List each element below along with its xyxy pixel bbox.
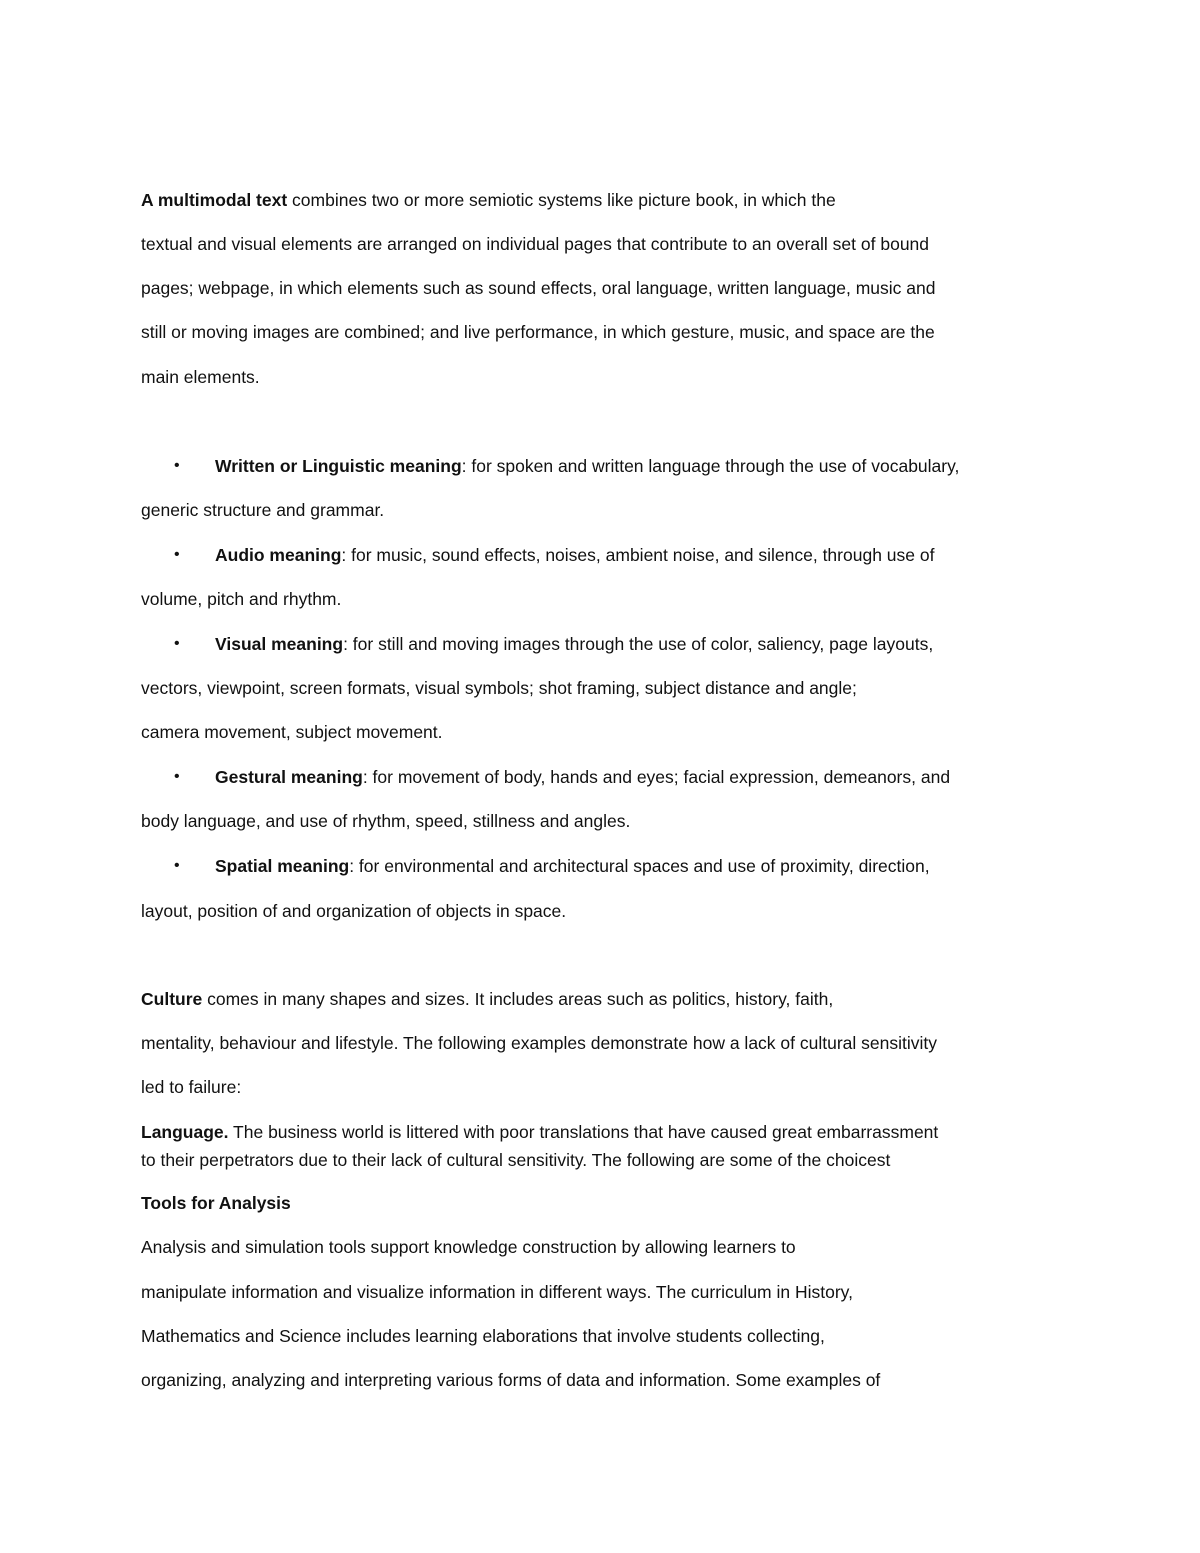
tools-heading: Tools for Analysis bbox=[141, 1193, 291, 1213]
meaning-spatial: Spatial meaning: for environmental and architectural spaces and use of proximity, direction, bbox=[215, 856, 930, 876]
bullet-icon: • bbox=[174, 546, 180, 563]
meaning-spatial-cont: layout, position of and organization of objects in space. bbox=[141, 901, 567, 921]
culture-line-3: led to failure: bbox=[141, 1077, 242, 1097]
intro-line-2: textual and visual elements are arranged on individual pages that contribute to an overall set of bound bbox=[141, 234, 930, 254]
intro-line-3: pages; webpage, in which elements such as sound effects, oral language, written language, music and bbox=[141, 278, 936, 298]
meaning-audio-cont: volume, pitch and rhythm. bbox=[141, 589, 342, 609]
culture-line-2: mentality, behaviour and lifestyle. The following examples demonstrate how a lack of cultural sensitivity bbox=[141, 1033, 937, 1053]
culture-term: Culture bbox=[141, 989, 203, 1009]
meaning-audio: Audio meaning: for music, sound effects, noises, ambient noise, and silence, through use of bbox=[215, 545, 935, 565]
intro-line-5: main elements. bbox=[141, 367, 260, 387]
tools-line-4: organizing, analyzing and interpreting various forms of data and information. Some examples of bbox=[141, 1370, 881, 1390]
bullet-icon: • bbox=[174, 635, 180, 652]
meaning-visual: Visual meaning: for still and moving images through the use of color, saliency, page layouts, bbox=[215, 634, 934, 654]
meaning-written: Written or Linguistic meaning: for spoken and written language through the use of vocabulary, bbox=[215, 456, 960, 476]
meaning-visual-cont-1: vectors, viewpoint, screen formats, visual symbols; shot framing, subject distance and angle; bbox=[141, 678, 857, 698]
language-line-2: to their perpetrators due to their lack of cultural sensitivity. The following are some of the choicest bbox=[141, 1150, 891, 1170]
culture-line-1: Culture comes in many shapes and sizes. It includes areas such as politics, history, faith, bbox=[141, 989, 834, 1009]
meaning-written-cont: generic structure and grammar. bbox=[141, 500, 385, 520]
meaning-gestural: Gestural meaning: for movement of body, hands and eyes; facial expression, demeanors, and bbox=[215, 767, 951, 787]
bullet-icon: • bbox=[174, 457, 180, 474]
intro-term: A multimodal text bbox=[141, 190, 288, 210]
tools-line-3: Mathematics and Science includes learning elaborations that involve students collecting, bbox=[141, 1326, 825, 1346]
bullet-icon: • bbox=[174, 857, 180, 874]
tools-line-2: manipulate information and visualize information in different ways. The curriculum in History, bbox=[141, 1282, 853, 1302]
intro-line-4: still or moving images are combined; and live performance, in which gesture, music, and space are the bbox=[141, 322, 935, 342]
intro-line-1: A multimodal text combines two or more semiotic systems like picture book, in which the bbox=[141, 190, 836, 210]
bullet-icon: • bbox=[174, 768, 180, 785]
meaning-visual-cont-2: camera movement, subject movement. bbox=[141, 722, 443, 742]
language-term: Language. bbox=[141, 1122, 229, 1142]
meaning-gestural-cont: body language, and use of rhythm, speed, stillness and angles. bbox=[141, 811, 631, 831]
language-line-1: Language. The business world is littered with poor translations that have caused great embarrassment bbox=[141, 1122, 939, 1142]
tools-line-1: Analysis and simulation tools support knowledge construction by allowing learners to bbox=[141, 1237, 796, 1257]
